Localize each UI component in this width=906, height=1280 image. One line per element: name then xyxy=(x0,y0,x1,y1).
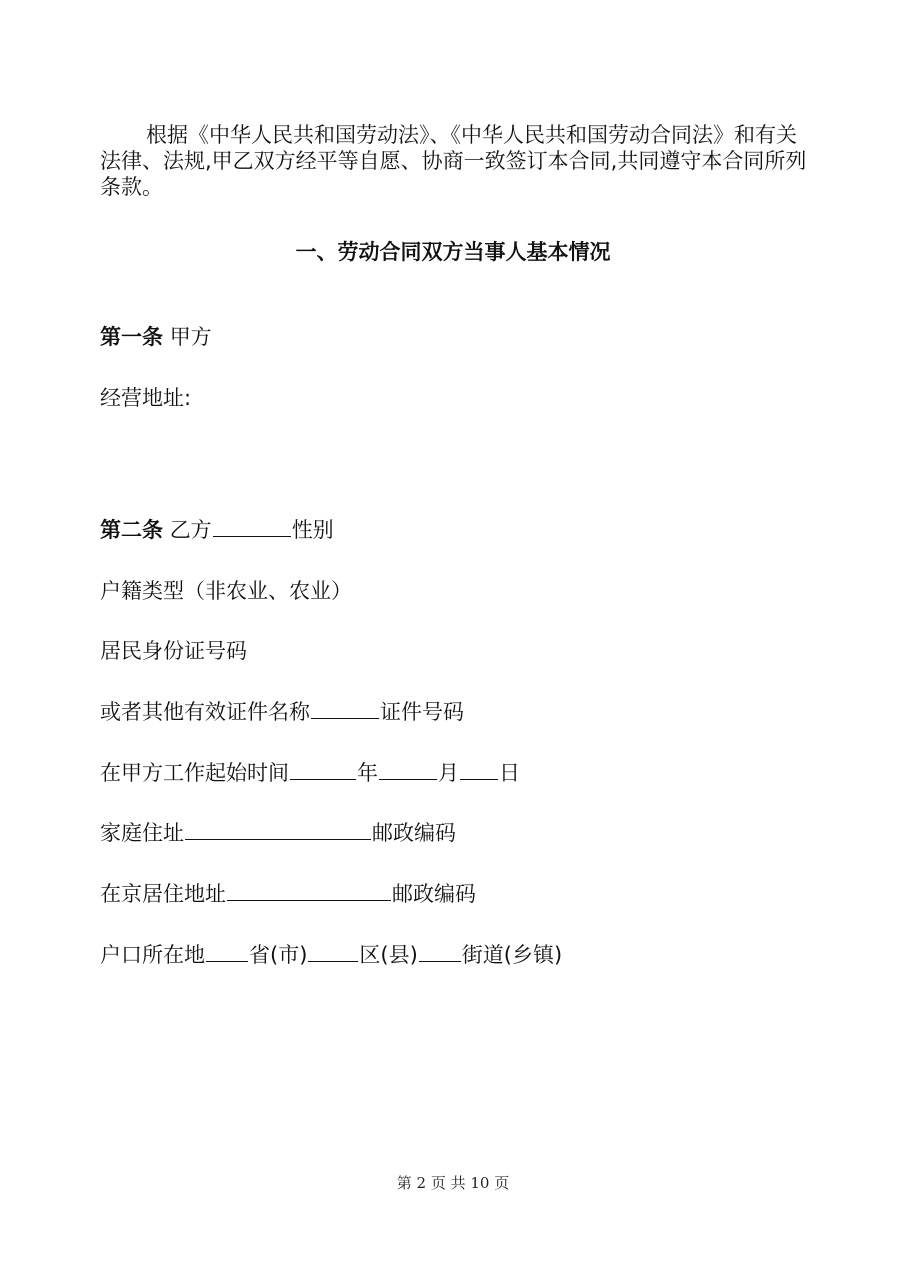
beijing-address-label: 在京居住地址 xyxy=(100,882,226,906)
street-blank xyxy=(419,941,461,962)
start-time-line xyxy=(100,759,520,787)
district-label: 区(县) xyxy=(359,943,418,967)
district-blank xyxy=(308,941,358,962)
gender-label: 性别 xyxy=(291,518,334,542)
intro-paragraph: 根据《中华人民共和国劳动法》、《中华人民共和国劳动合同法》和有关法律、法规,甲乙双方经平等自愿、协商一致签订本合同,共同遵守本合同所列条款。 xyxy=(100,123,807,199)
hukou-location-line xyxy=(100,941,562,969)
article1-party: 甲方 xyxy=(169,325,212,349)
other-id-blank xyxy=(311,698,379,719)
month-label: 月 xyxy=(438,761,459,785)
other-id-label: 或者其他有效证件名称 xyxy=(100,700,310,724)
section-title: 一、劳动合同双方当事人基本情况 xyxy=(295,240,611,264)
postcode2-label: 邮政编码 xyxy=(392,882,476,906)
article2-party: 乙方 xyxy=(169,518,212,542)
id-number-label: 居民身份证号码 xyxy=(100,639,247,663)
beijing-address-blank xyxy=(227,880,391,901)
day-blank xyxy=(460,759,498,780)
page-footer: 第 2 页 共 10 页 xyxy=(396,1174,510,1192)
address-line xyxy=(100,384,191,412)
year-label: 年 xyxy=(357,761,378,785)
article2-label: 第二条 xyxy=(100,518,163,542)
hukou-location-label: 户口所在地 xyxy=(100,943,205,967)
province-blank xyxy=(206,941,248,962)
hukou-type-label: 户籍类型（非农业、农业） xyxy=(100,579,352,603)
name-blank xyxy=(213,516,291,537)
address-label: 经营地址: xyxy=(100,386,192,410)
article2-line xyxy=(100,516,334,544)
id-no-label: 证件号码 xyxy=(380,700,464,724)
home-address-label: 家庭住址 xyxy=(100,821,184,845)
year-blank xyxy=(290,759,356,780)
other-id-line xyxy=(100,698,464,726)
hukou-type-line xyxy=(100,577,352,605)
beijing-address-line xyxy=(100,880,476,908)
article1-label: 第一条 xyxy=(100,325,163,349)
start-time-label: 在甲方工作起始时间 xyxy=(100,761,289,785)
postcode1-label: 邮政编码 xyxy=(372,821,456,845)
home-address-blank xyxy=(185,819,371,840)
month-blank xyxy=(379,759,437,780)
home-address-line xyxy=(100,819,456,847)
day-label: 日 xyxy=(499,761,520,785)
id-number-line xyxy=(100,637,247,665)
article1-line xyxy=(100,323,212,351)
province-label: 省(市) xyxy=(249,943,308,967)
street-label: 街道(乡镇) xyxy=(461,943,563,967)
